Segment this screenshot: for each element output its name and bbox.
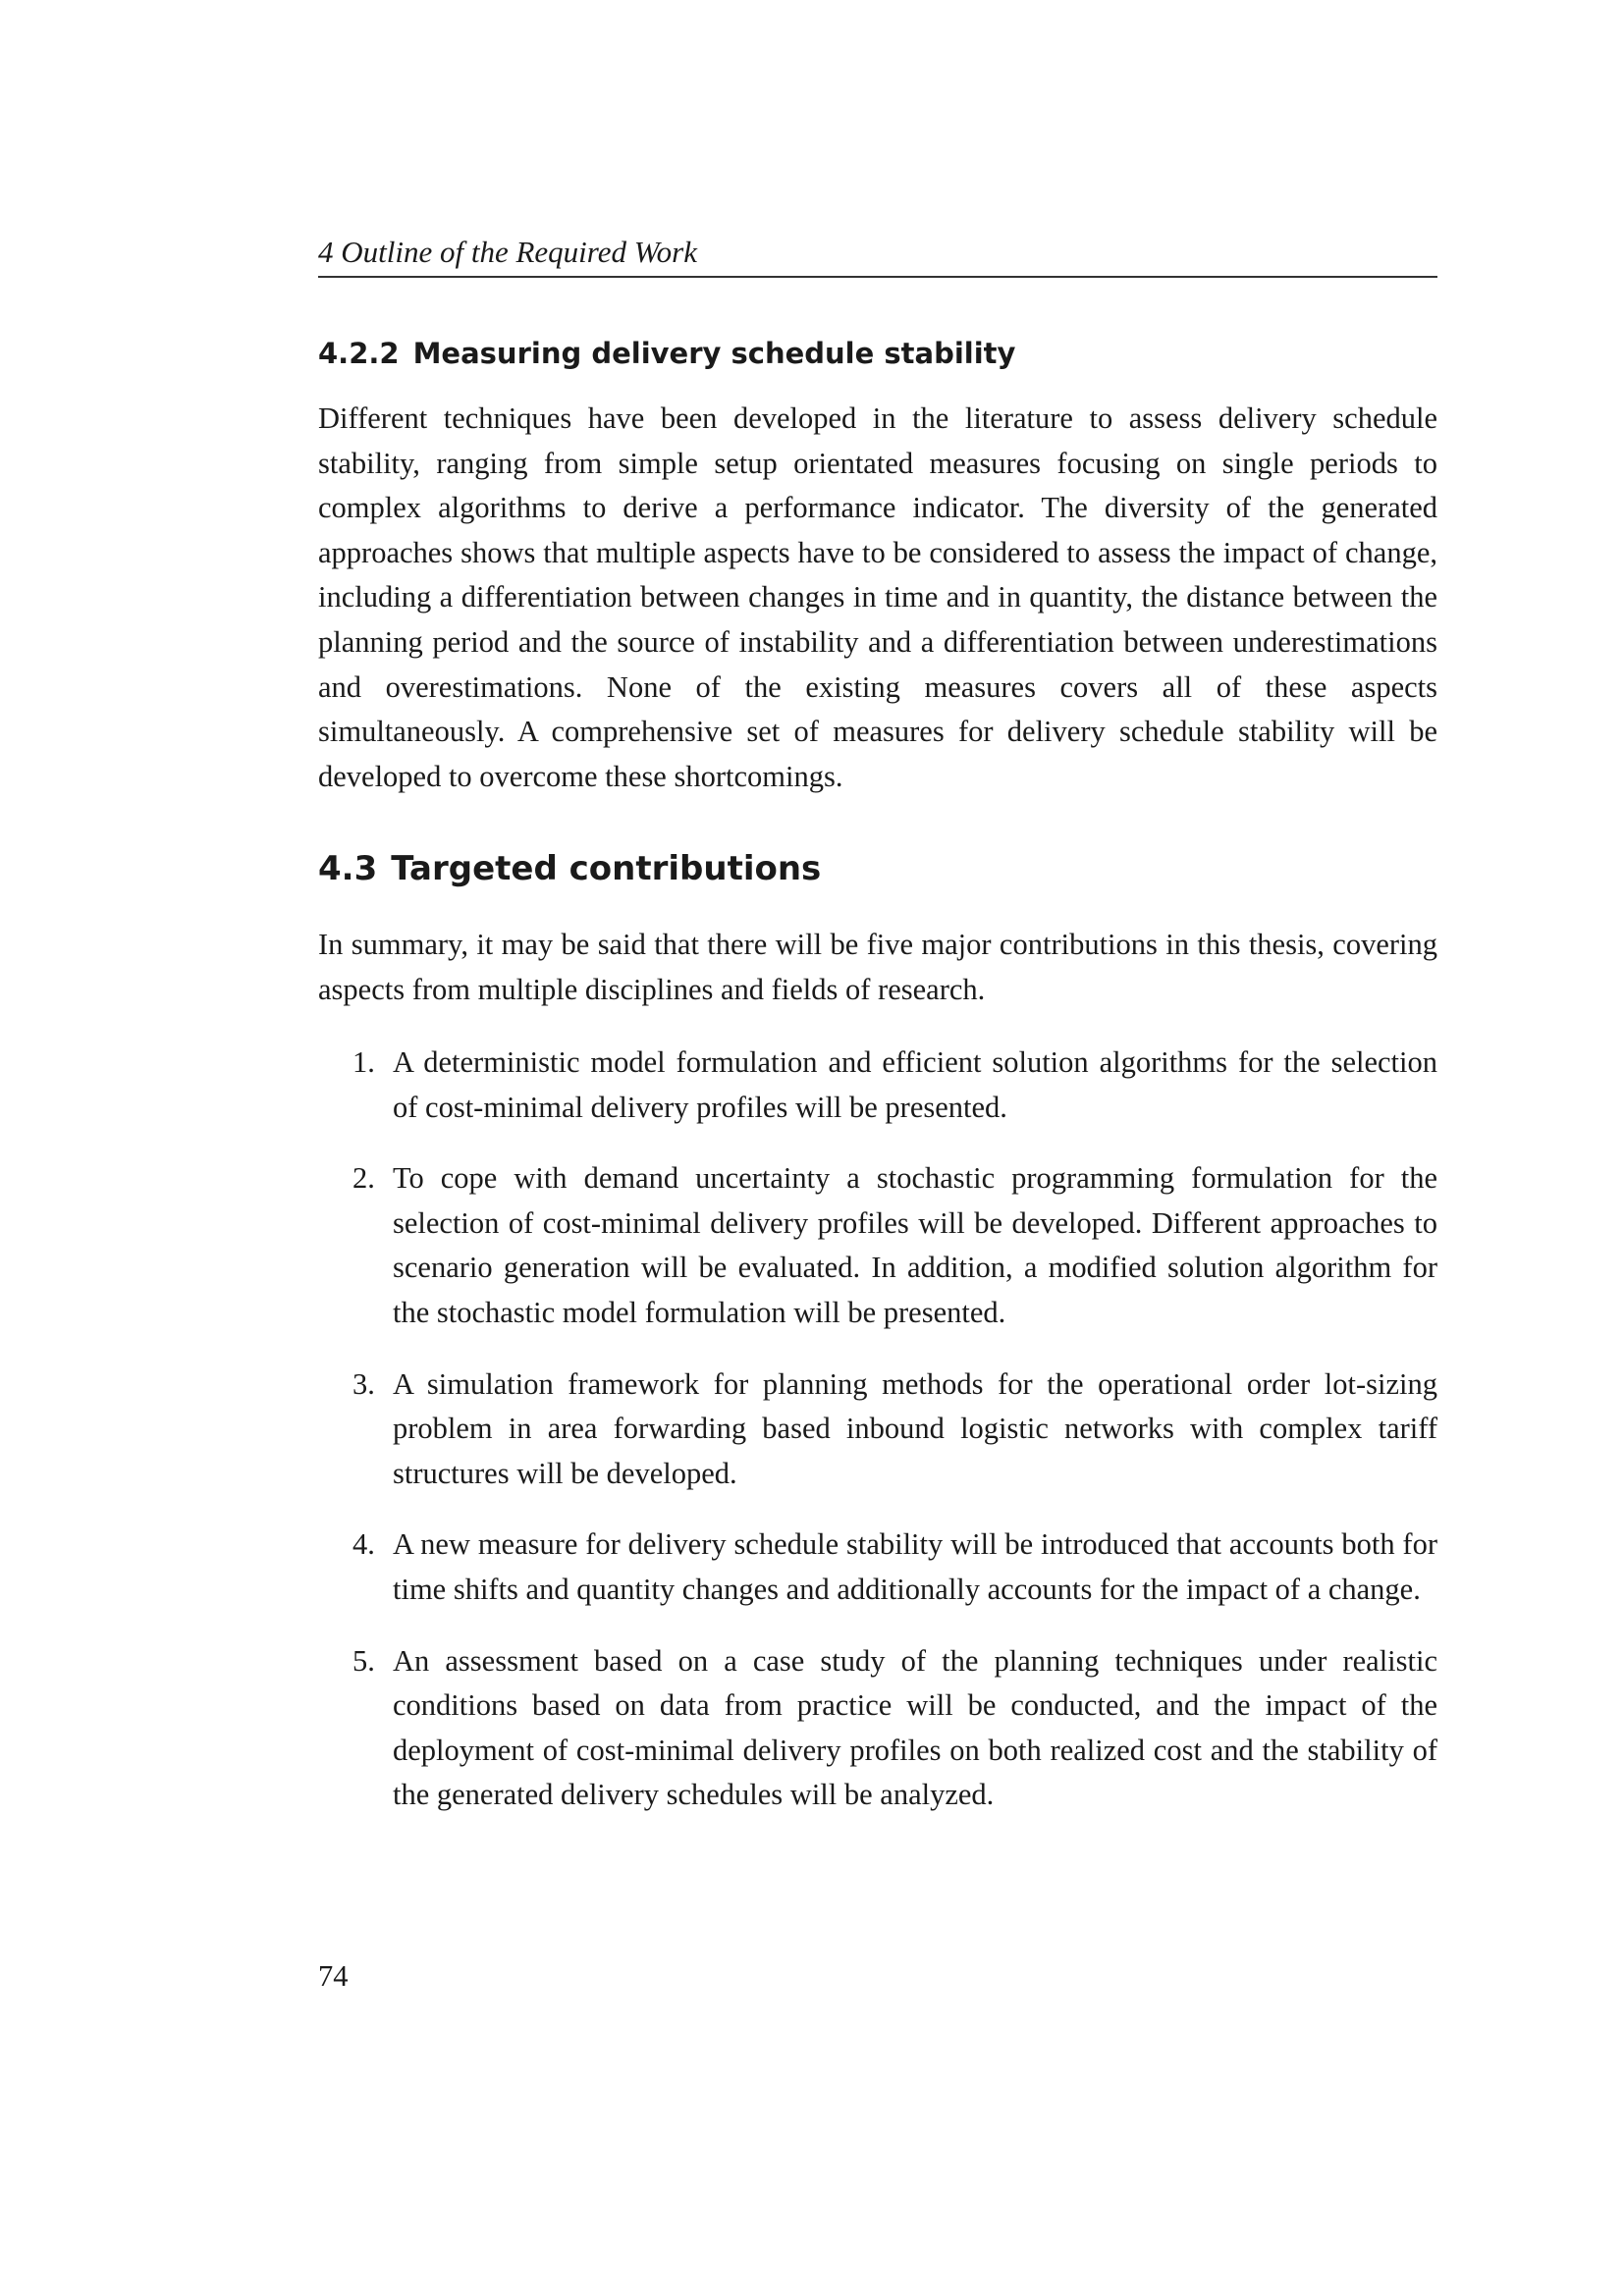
page-number: 74	[318, 1959, 349, 1993]
list-item-text: A new measure for delivery schedule stability will be introduced that accounts both for time shifts and quantity changes and additionally accounts for the impact of a change.	[393, 1527, 1437, 1606]
list-item	[318, 1522, 1437, 1612]
list-item-number: 4.	[352, 1527, 375, 1562]
section-title: Targeted contributions	[391, 849, 822, 888]
subsection-paragraph: Different techniques have been developed in the literature to assess delivery schedule stability, ranging from simple setup orientated measures focusing on single periods to complex algorithms to derive a performance indicator. The diversity of the generated approaches shows that multiple aspects have to be considered to assess the impact of change, including a differentiation between changes in time and in quantity, the distance between the planning period and the source of instability and a differentiation between underestimations and overestimations. None of the existing measures covers all of these aspects simultaneously. A comprehensive set of measures for delivery schedule stability will be developed to overcome these shortcomings.	[318, 401, 1437, 793]
list-item-number: 2.	[352, 1161, 375, 1196]
list-item-text: A simulation framework for planning methods for the operational order lot-sizing problem in area forwarding based inbound logistic networks with complex tariff structures will be developed.	[393, 1366, 1437, 1490]
subsection-heading	[318, 334, 1015, 373]
list-item	[318, 1156, 1437, 1335]
list-item-number: 3.	[352, 1366, 375, 1401]
list-item-number: 5.	[352, 1643, 375, 1678]
section-number: 4.3	[318, 849, 378, 888]
list-item	[318, 1041, 1437, 1130]
running-header: 4 Outline of the Required Work	[318, 235, 698, 269]
list-item-text: A deterministic model formulation and efficient solution algorithms for the selection of cost-minimal delivery profiles will be presented.	[393, 1045, 1437, 1124]
list-item-text: An assessment based on a case study of the planning techniques under realistic conditions based on data from practice will be conducted, and the impact of the deployment of cost-minimal delivery profiles on both realized cost and the stability of the generated delivery schedules will be analyzed.	[393, 1643, 1437, 1812]
list-item	[318, 1639, 1437, 1818]
subsection-number: 4.2.2	[318, 337, 400, 370]
section-heading	[318, 846, 821, 891]
list-item	[318, 1362, 1437, 1497]
contributions-list	[318, 1041, 1437, 1844]
header-rule	[318, 276, 1437, 278]
list-item-text: To cope with demand uncertainty a stochastic programming formulation for the selection of cost-minimal delivery profiles will be developed. Different approaches to scenario generation will be evaluated. In addition, a modified solution algorithm for the stochastic model formulation will be presented.	[393, 1161, 1437, 1329]
list-item-number: 1.	[352, 1045, 375, 1079]
subsection-title: Measuring delivery schedule stability	[412, 337, 1016, 370]
section-intro-paragraph: In summary, it may be said that there will be five major contributions in this thesis, covering aspects from multiple disciplines and fields of research.	[318, 928, 1437, 1006]
